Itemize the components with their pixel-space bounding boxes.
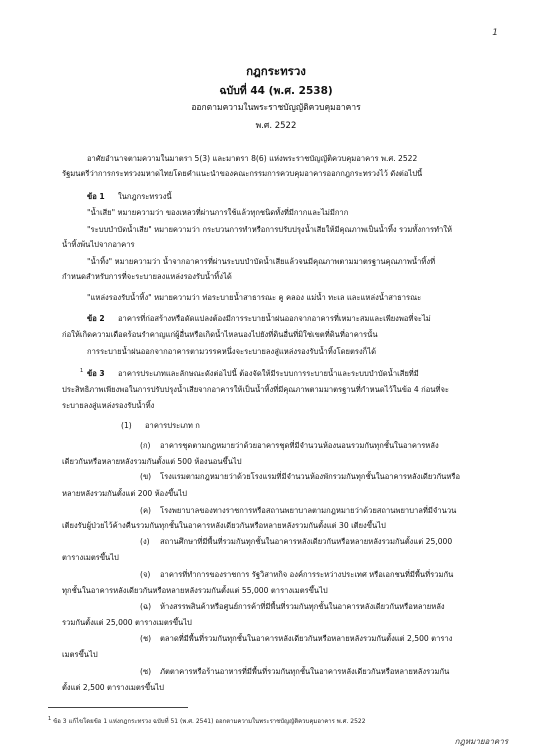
item-mark: (ซ) <box>140 667 152 676</box>
regulation-number: ฉบับที่ 44 (พ.ศ. 2538) <box>219 85 333 97</box>
item-mark: (ค) <box>140 506 152 515</box>
item-line: อาคารชุดตามกฎหมายว่าด้วยอาคารชุดที่มีจำนวนห้องนอนรวมกันทุกชั้นในอาคารหลัง <box>160 441 439 450</box>
definition-line: "แหล่งรองรับน้ำทิ้ง" หมายความว่า ท่อระบายน้ำสาธารณะ คู คลอง แม่น้ำ ทะเล และแหล่งน้ำสาธารณะ <box>87 293 422 302</box>
group-title: อาคารประเภท ก <box>145 421 200 430</box>
item-line: ตารางเมตรขึ้นไป <box>62 553 119 562</box>
regulation-year: พ.ศ. 2522 <box>255 121 297 131</box>
item-mark: (ฉ) <box>140 602 152 611</box>
item-line: โรงพยาบาลของทางราชการหรือสถานพยาบาลตามกฎหมายว่าด้วยสถานพยาบาลที่มีจำนวน <box>160 506 457 515</box>
clause-line: อาคารประเภทและลักษณะดังต่อไปนี้ ต้องจัดให้มีระบบการระบายน้ำและระบบบำบัดน้ำเสียที่มี <box>118 369 419 378</box>
footnote-divider <box>48 707 188 708</box>
item-line: สถานศึกษาที่มีพื้นที่รวมกันทุกชั้นในอาคารหลังเดียวกันหรือหลายหลังรวมกันตั้งแต่ 25,000 <box>160 537 453 546</box>
clause-line: ก่อให้เกิดความเดือดร้อนรำคาญแก่ผู้อื่นหรือเกิดน้ำไหลนองไปยังที่ดินอื่นที่มิใช่เขตที่ดินที่อาคารนั้น <box>62 330 378 339</box>
item-line: ภัตตาคารหรือร้านอาหารที่มีพื้นที่รวมกันทุกชั้นในอาคารหลังเดียวกันหรือหลายหลังรวมกัน <box>160 667 450 676</box>
item-mark: (ช) <box>140 634 152 643</box>
item-line: โรงแรมตามกฎหมายว่าด้วยโรงแรมที่มีจำนวนห้องพักรวมกันทุกชั้นในอาคารหลังเดียวกันหรือ <box>160 472 461 481</box>
clause-line: อาคารที่ก่อสร้างหรือดัดแปลงต้องมีการระบายน้ำฝนออกจากอาคารที่เหมาะสมและเพียงพอที่จะไม่ <box>118 314 431 323</box>
item-line: หลายหลังรวมกันตั้งแต่ 200 ห้องขึ้นไป <box>62 489 187 498</box>
item-line: รวมกันตั้งแต่ 25,000 ตารางเมตรขึ้นไป <box>62 618 192 627</box>
clause-line: การระบายน้ำฝนออกจากอาคารตามวรรคหนึ่งจะระบายลงสู่แหล่งรองรับน้ำทิ้งโดยตรงก็ได้ <box>87 347 377 356</box>
item-mark: (ก) <box>140 441 151 450</box>
item-line: เมตรขึ้นไป <box>62 650 98 659</box>
group-label: (1) <box>121 421 132 430</box>
regulation-subtitle: ออกตามความในพระราชบัญญัติควบคุมอาคาร <box>191 103 361 113</box>
preamble-line: รัฐมนตรีว่าการกระทรวงมหาดไทยโดยคำแนะนำของคณะกรรมการควบคุมอาคารออกกฎกระทรวงไว้ ดังต่อไปนี้ <box>62 169 423 178</box>
item-line: ทุกชั้นในอาคารหลังเดียวกันหรือหลายหลังรวมกันตั้งแต่ 55,000 ตารางเมตรขึ้นไป <box>62 586 328 595</box>
clause-line: ระบายลงสู่แหล่งรองรับน้ำทิ้ง <box>62 401 155 410</box>
clause-2-label: ข้อ 2 <box>87 314 105 323</box>
item-line: อาคารที่ทำการของราชการ รัฐวิสาหกิจ องค์การระหว่างประเทศ หรือเอกชนที่มีพื้นที่รวมกัน <box>160 570 454 579</box>
definition-line: "น้ำเสีย" หมายความว่า ของเหลวที่ผ่านการใช้แล้วทุกชนิดทั้งที่มีกากและไม่มีกาก <box>87 208 349 217</box>
item-line: เดียวกันหรือหลายหลังรวมกันตั้งแต่ 500 ห้องนอนขึ้นไป <box>62 457 242 466</box>
page-footer: กฎหมายอาคาร <box>454 737 508 746</box>
clause-3-label: ข้อ 3 <box>87 369 105 378</box>
definition-line: น้ำทิ้งพ้นไปจากอาคาร <box>62 240 135 249</box>
clause-line: ประสิทธิภาพเพียงพอในการปรับปรุงน้ำเสียจากอาคารให้เป็นน้ำทิ้งที่มีคุณภาพตามมาตรฐานที่กำหนดไว้ในข้อ 4 ก่อนที่จะ <box>62 385 450 394</box>
definition-line: "ระบบบำบัดน้ำเสีย" หมายความว่า กระบวนการทำหรือการปรับปรุงน้ำเสียให้มีคุณภาพเป็นน้ำทิ้ง รวมทั้งการทำให้ <box>87 225 453 234</box>
footnote-text <box>48 716 366 726</box>
definition-line: กำหนดสำหรับการที่จะระบายลงแหล่งรองรับน้ำทิ้งได้ <box>62 272 232 281</box>
definition-line: "น้ำทิ้ง" หมายความว่า น้ำจากอาคารที่ผ่านระบบบำบัดน้ำเสียแล้วจนมีคุณภาพตามมาตรฐานคุณภาพน้ำทิ้งที่ <box>87 257 436 266</box>
item-line: ห้างสรรพสินค้าหรือศูนย์การค้าที่มีพื้นที่รวมกันทุกชั้นในอาคารหลังเดียวกันหรือหลายหลัง <box>160 602 445 611</box>
item-mark: (จ) <box>140 570 151 579</box>
page-title: กฎกระทรวง <box>246 64 306 78</box>
preamble-line: อาศัยอำนาจตามความในมาตรา 5(3) และมาตรา 8(6) แห่งพระราชบัญญัติควบคุมอาคาร พ.ศ. 2522 <box>87 154 418 163</box>
item-mark: (ข) <box>140 472 152 481</box>
clause-1-label: ข้อ 1 <box>87 192 105 201</box>
footnote-body: ข้อ 3 แก้ไขโดยข้อ 1 แห่งกฎกระทรวง ฉบับที่ 51 (พ.ศ. 2541) ออกตามความในพระราชบัญญัติควบคุมอาคาร พ.ศ. 2522 <box>53 718 366 725</box>
clause-1-text: ในกฎกระทรวงนี้ <box>118 192 172 201</box>
item-line: ตั้งแต่ 2,500 ตารางเมตรขึ้นไป <box>62 683 164 692</box>
page-number: 1 <box>492 28 498 38</box>
item-mark: (ง) <box>140 537 150 546</box>
footnote-number: 1 <box>48 716 52 722</box>
footnote-marker: 1 <box>80 368 84 374</box>
item-line: ตลาดที่มีพื้นที่รวมกันทุกชั้นในอาคารหลังเดียวกันหรือหลายหลังรวมกันตั้งแต่ 2,500 ตาราง <box>160 634 453 643</box>
item-line: เตียงรับผู้ป่วยไว้ค้างคืนรวมกันทุกชั้นในอาคารหลังเดียวกันหรือหลายหลังรวมกันตั้งแต่ 30 เตียงขึ้นไป <box>62 521 386 530</box>
